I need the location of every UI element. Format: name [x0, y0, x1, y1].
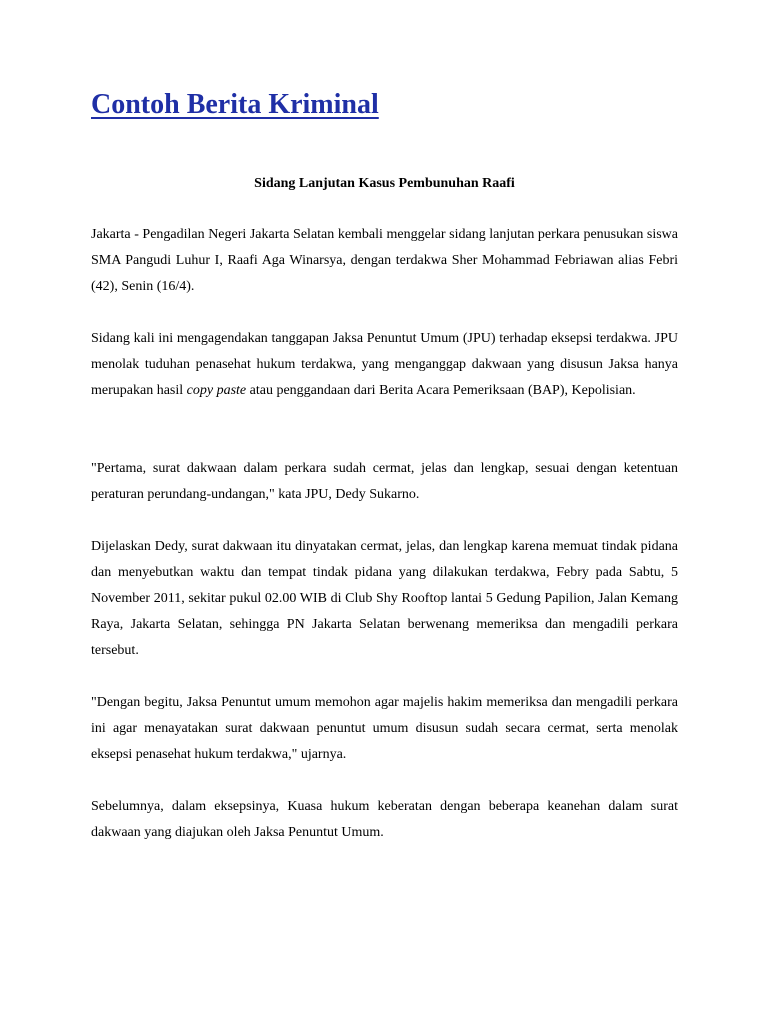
paragraph-2-italic-term: copy paste: [186, 383, 247, 398]
paragraph-2: [91, 326, 678, 404]
paragraph-6: Sebelumnya, dalam eksepsinya, Kuasa hukum keberatan dengan beberapa keanehan dalam surat dakwaan yang diajukan oleh Jaksa Penuntut Umum.: [91, 799, 678, 840]
page-title[interactable]: Contoh Berita Kriminal: [91, 89, 379, 120]
paragraph-4: Dijelaskan Dedy, surat dakwaan itu dinyatakan cermat, jelas, dan lengkap karena memuat tindak pidana dan menyebutkan waktu dan tempat tindak pidana yang dilakukan terdakwa, Febry pada Sabtu, 5 November 2011, sekitar pukul 02.00 WIB di Club Shy Rooftop lantai 5 Gedung Papilion, Jalan Kemang Raya, Jakarta Selatan, sehingga PN Jakarta Selatan berwenang memeriksa dan mengadili perkara tersebut.: [91, 539, 678, 658]
paragraph-5: "Dengan begitu, Jaksa Penuntut umum memohon agar majelis hakim memeriksa dan mengadili perkara ini agar menayatakan surat dakwaan penuntut umum disusun sudah secara cermat, serta menolak eksepsi penasehat hukum terdakwa," ujarnya.: [91, 695, 678, 762]
paragraph-3: "Pertama, surat dakwaan dalam perkara sudah cermat, jelas dan lengkap, sesuai dengan ketentuan peraturan perundang-undangan," kata JPU, Dedy Sukarno.: [91, 461, 678, 502]
paragraph-1: Jakarta - Pengadilan Negeri Jakarta Selatan kembali menggelar sidang lanjutan perkara penusukan siswa SMA Pangudi Luhur I, Raafi Aga Winarsya, dengan terdakwa Sher Mohammad Febriawan alias Febri (42), Senin (16/4).: [91, 227, 678, 294]
article-headline: Sidang Lanjutan Kasus Pembunuhan Raafi: [254, 176, 515, 191]
paragraph-2-text-end: atau penggandaan dari Berita Acara Pemeriksaan (BAP), Kepolisian.: [246, 383, 636, 398]
paragraph-2-text-start: Sidang kali ini mengagendakan tanggapan Jaksa Penuntut Umum (JPU) terhadap eksepsi terdakwa. JPU menolak tuduhan penasehat hukum terdakwa, yang menganggap dakwaan yang disusun Jaksa hanya merupakan hasil: [91, 331, 678, 398]
